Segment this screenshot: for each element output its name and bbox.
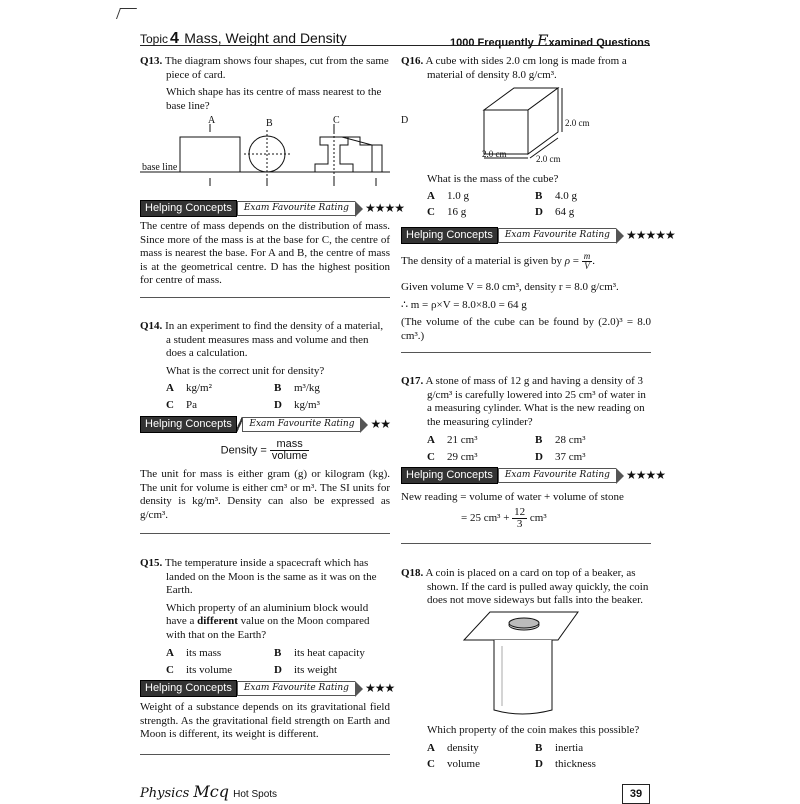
- q16-question-body: [401, 173, 651, 220]
- separator: [401, 352, 651, 353]
- q13-shapes-diagram: [140, 112, 409, 194]
- q17-text: A stone of mass of 12 g and having a density of 3 g/cm³ is carefully lowered into 25 cm³ of water in a measuring cylinder. What is the new reading on the measuring cylinder?: [425, 375, 646, 428]
- rating-arrow: [616, 228, 624, 244]
- density-numerator: mass: [270, 439, 309, 451]
- q16-helping-concepts-banner: [401, 227, 675, 243]
- footer-brand-hot-spots: Hot Spots: [233, 789, 278, 800]
- q16-cube-diagram: [470, 88, 610, 168]
- book-title-suffix: xamined Questions: [548, 37, 650, 49]
- density-denominator: volume: [271, 450, 308, 462]
- topic-title: Mass, Weight and Density: [184, 30, 347, 46]
- q15-helping-concepts-banner: [140, 680, 395, 696]
- rating-label: Exam Favourite Rating: [498, 468, 616, 483]
- q18-text: A coin is placed on a card on top of a beaker, as shown. If the card is pulled away quickly, the coin does not move sideways but falls into the beaker.: [425, 567, 649, 606]
- q15-options: [140, 647, 390, 677]
- q17-number: Q17.: [401, 375, 424, 387]
- q15-prompt: Which property of an aluminium block would have a different value on the Moon compared with that on the Earth?: [166, 601, 370, 641]
- question-16: [401, 55, 651, 82]
- q17-explanation: [401, 491, 651, 530]
- helping-concepts-label: Helping Concepts: [401, 227, 498, 245]
- shape-label-d: D: [401, 115, 409, 126]
- footer-brand-physics: Physics: [140, 786, 190, 801]
- q16-mass-calculation: ∴ m = ρ×V = 8.0×8.0 = 64 g: [401, 298, 527, 311]
- footer-brand: [140, 782, 277, 801]
- header-rule: [140, 45, 650, 46]
- q17-option-d: D 37 cm³: [535, 450, 586, 463]
- book-title: [450, 31, 650, 50]
- q18-option-c: C volume: [427, 758, 480, 770]
- shape-c-inverted-t: [315, 137, 353, 172]
- q14-option-c: C Pa: [166, 398, 197, 411]
- q13-helping-concepts-banner: [140, 200, 404, 216]
- q18-option-d: D thickness: [535, 758, 596, 770]
- beaker: [494, 640, 552, 714]
- q17-options: [401, 434, 651, 464]
- rating-stars: ★★★★: [625, 467, 665, 482]
- q14-explanation: [140, 468, 390, 522]
- q14-option-a: A kg/m²: [166, 382, 212, 394]
- q16-option-c: C 16 g: [427, 206, 467, 218]
- q14-number: Q14.: [140, 320, 163, 332]
- rating-label: Exam Favourite Rating: [498, 228, 616, 243]
- rating-arrow: [355, 201, 363, 217]
- q14-formula: [140, 439, 390, 462]
- separator: [140, 533, 390, 534]
- cube-height-label: 2.0 cm: [565, 118, 590, 128]
- q15-explanation-text: Weight of a substance depends on its gravitational field strength. As the gravitational field strength on Earth and Moon is different, its weight is different.: [140, 701, 390, 740]
- q13-prompt: Which shape has its centre of mass nearest to the base line?: [166, 86, 382, 112]
- helping-concepts-label: Helping Concepts: [140, 680, 237, 698]
- separator: [140, 754, 390, 755]
- question-18: [401, 567, 651, 608]
- q18-option-b: B inertia: [535, 741, 584, 754]
- rating-label: Exam Favourite Rating: [237, 201, 355, 216]
- coin-top: [509, 618, 539, 628]
- shape-label-a: A: [208, 115, 216, 126]
- question-15: [140, 557, 390, 677]
- q16-option-a: A 1.0 g: [427, 189, 469, 202]
- rating-stars: ★★★★: [364, 200, 404, 215]
- q17-reading-calculation: = 25 cm³ + $\frac{12}{3}$ cm³: [461, 505, 547, 530]
- q15-option-c: C its volume: [166, 663, 233, 676]
- separator: [401, 543, 651, 544]
- helping-concepts-label: Helping Concepts: [140, 416, 237, 434]
- q18-option-a: A density: [427, 741, 479, 754]
- rating-arrow: [360, 417, 368, 433]
- shape-label-b: B: [266, 118, 273, 129]
- footer-brand-mcq: Mcq: [193, 782, 229, 801]
- q16-prompt: What is the mass of the cube?: [427, 173, 559, 185]
- shape-label-c: C: [333, 115, 340, 126]
- q14-prompt: What is the correct unit for density?: [166, 364, 325, 377]
- topic-word: Topic: [140, 32, 169, 46]
- rating-label: Exam Favourite Rating: [242, 417, 360, 432]
- rating-arrow: [355, 681, 363, 697]
- q14-explanation-text: The unit for mass is either gram (g) or kilogram (kg). The unit for volume is either cm³ or m³. The SI units for density is kg/m³. Density can also be expressed as g/cm³.: [140, 468, 390, 521]
- book-title-prefix: 1000 Frequently: [450, 37, 534, 49]
- q16-number: Q16.: [401, 55, 424, 67]
- q16-density-sentence: The density of a material is given by: [401, 255, 562, 268]
- question-13: [140, 55, 390, 113]
- q17-option-a: A 21 cm³: [427, 434, 478, 446]
- q14-helping-concepts-banner: [140, 417, 390, 432]
- q16-given-values: Given volume V = 8.0 cm³, density r = 8.0 g/cm³.: [401, 281, 619, 293]
- helping-concepts-label: Helping Concepts: [401, 467, 498, 485]
- cube-width-label: 2.0 cm: [482, 149, 507, 159]
- separator: [140, 297, 390, 298]
- q15-explanation: [140, 701, 390, 742]
- rho-fraction: $\frac{m}{V}$: [583, 251, 591, 271]
- q15-text: The temperature inside a spacecraft which has landed on the Moon is the same as it was on the Earth.: [164, 557, 377, 596]
- q18-options: [401, 742, 651, 772]
- q18-question-body: [401, 724, 651, 772]
- q13-explanation-text: The centre of mass depends on the distribution of mass. Since more of the mass is at the base for C, the centre of mass is nearest the base. For A and B, the centre of mass is at the geometrical centre. D has the highest position for centre of mass.: [140, 220, 390, 286]
- book-title-e: E: [536, 31, 549, 50]
- page-number: 39: [622, 784, 650, 804]
- helping-concepts-label: Helping Concepts: [140, 200, 237, 218]
- question-17: [401, 375, 651, 464]
- q18-number: Q18.: [401, 567, 424, 579]
- cube-depth-label: 2.0 cm: [536, 154, 561, 164]
- q16-option-b: B 4.0 g: [535, 189, 577, 202]
- rating-stars: ★★: [370, 416, 390, 431]
- rating-stars: ★★★★★: [625, 227, 675, 242]
- q18-prompt: Which property of the coin makes this possible?: [427, 724, 640, 736]
- rating-label: Exam Favourite Rating: [237, 681, 355, 696]
- q16-option-d: D 64 g: [535, 206, 575, 218]
- q16-text: A cube with sides 2.0 cm long is made from a material of density 8.0 g/cm³.: [425, 55, 627, 81]
- q15-option-a: A its mass: [166, 647, 222, 659]
- base-line-label: base line: [142, 162, 178, 173]
- corner-mark: [116, 8, 137, 19]
- q16-explanation: The density of a material is given by ρ = $\frac{m}{V}$ . Given volume V = 8.0 cm³, density r = 8.0 g/cm³. ∴ m = ρ×V = 8.0×8.0 = 64 g (The volume of the cube can be found by (2.0)³ = 8.0 cm³.): [401, 251, 651, 342]
- cube-front-face: [484, 110, 528, 154]
- density-formula-lhs: Density =: [220, 444, 267, 457]
- q14-options: [140, 382, 390, 412]
- rating-stars: ★★★: [364, 680, 395, 695]
- q17-option-c: C 29 cm³: [427, 450, 478, 463]
- q17-option-b: B 28 cm³: [535, 434, 586, 446]
- q13-explanation: [140, 220, 390, 288]
- q16-options: [401, 190, 651, 220]
- q14-option-d: D kg/m³: [274, 398, 320, 411]
- q14-text: In an experiment to find the density of a material, a student measures mass and volume and then does a calculation.: [165, 320, 384, 359]
- q13-number: Q13.: [140, 55, 163, 67]
- density-fraction: [270, 439, 309, 462]
- q15-option-b: B its heat capacity: [274, 647, 365, 659]
- question-14: [140, 320, 390, 412]
- topic-number: 4: [170, 30, 179, 47]
- q17-reading-equation: New reading = volume of water + volume of stone: [401, 491, 624, 503]
- q15-option-d: D its weight: [274, 663, 338, 676]
- q17-helping-concepts-banner: [401, 467, 665, 483]
- q18-beaker-diagram: [460, 610, 590, 720]
- q14-option-b: B m³/kg: [274, 382, 320, 394]
- shape-a-rectangle: [180, 137, 240, 172]
- rating-arrow: [616, 468, 624, 484]
- q15-number: Q15.: [140, 557, 163, 569]
- q16-volume-note: (The volume of the cube can be found by (2.0)³ = 8.0 cm³.): [401, 316, 651, 342]
- q13-text: The diagram shows four shapes, cut from the same piece of card.: [164, 55, 389, 81]
